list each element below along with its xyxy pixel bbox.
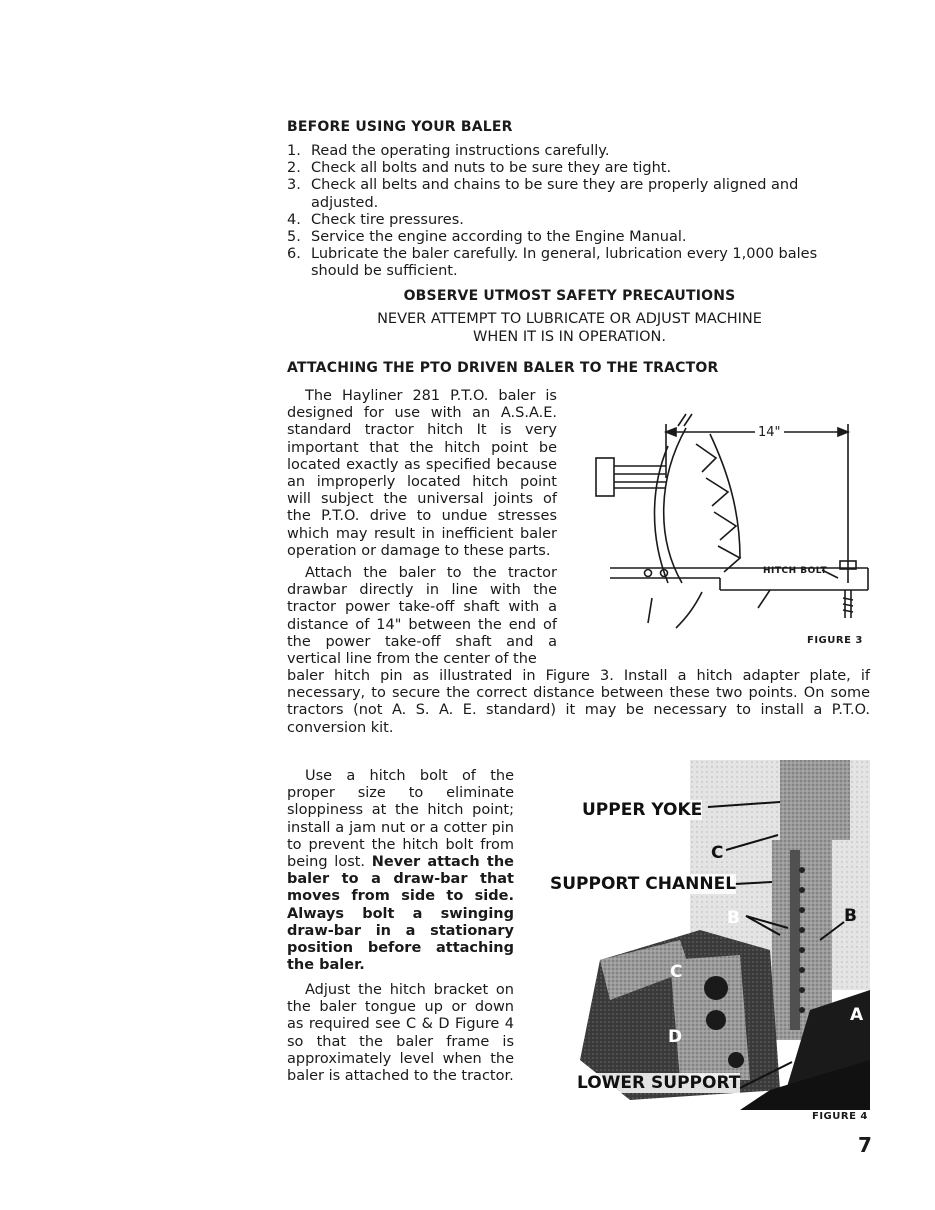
section-heading-attaching: ATTACHING THE PTO DRIVEN BALER TO THE TRACTOR xyxy=(287,360,719,376)
figure-4-label-support-channel: SUPPORT CHANNEL xyxy=(550,874,737,894)
figure-4-label-lower-support: LOWER SUPPORT xyxy=(577,1073,741,1093)
figure-4-label-c-top: C xyxy=(711,843,724,863)
figure-4-label-b-right: B xyxy=(844,906,857,926)
paragraph-hitch-bolt: Use a hitch bolt of the proper size to eliminate sloppiness at the hitch point; install a jam nut or a cotter pin to prevent the hitch bolt from being lost. Never attach the baler to a draw-bar that moves from side to side. Always bolt a swinging draw-bar in a stationary position before attaching the baler. xyxy=(287,768,515,974)
list-item: 4. Check tire pressures. xyxy=(287,211,464,228)
figure-4-caption: FIGURE 4 xyxy=(812,1111,868,1122)
safety-heading: OBSERVE UTMOST SAFETY PRECAUTIONS xyxy=(403,288,736,304)
list-item: 1. Read the operating instructions carefully. xyxy=(287,143,610,159)
paragraph-attach-baler-cont: baler hitch pin as illustrated in Figure 3. Install a hitch adapter plate, if necessary, to secure the correct distance between these two points. On some tractors (not A. S. A. E. standard) it may be necessary to install a P.T.O. conversion kit. xyxy=(287,668,870,736)
figure-4-label-c-mid: C xyxy=(670,962,683,982)
safety-line-1: NEVER ATTEMPT TO LUBRICATE OR ADJUST MACHINE xyxy=(377,311,762,327)
figure-3-dimension: 14" xyxy=(755,424,784,441)
figure-3-caption: FIGURE 3 xyxy=(807,635,863,646)
figure-4-label-d: D xyxy=(668,1027,683,1047)
paragraph-hitch-design: The Hayliner 281 P.T.O. baler is designed for use with an A.S.A.E. standard tractor hitch It is very important that the hitch point be located exactly as specified because an improperly located hitch point will subject the universal joints of the P.T.O. drive to undue stresses which may result in inefficient baler operation or damage to these parts. xyxy=(287,388,557,559)
list-item: 6. Lubricate the baler carefully. In general, lubrication every 1,000 bales should be sufficient. xyxy=(287,246,818,280)
figure-4-label-a: A xyxy=(850,1005,864,1025)
safety-line-2: WHEN IT IS IN OPERATION. xyxy=(472,329,667,345)
figure-4-label-upper-yoke: UPPER YOKE xyxy=(582,800,703,820)
paragraph-adjust-bracket: Adjust the hitch bracket on the baler tongue up or down as required see C & D Figure 4 so that the baler frame is approximately level when the baler is attached to the tractor. xyxy=(287,982,514,1085)
section-heading-before-using: BEFORE USING YOUR BALER xyxy=(287,119,513,135)
list-item: 5. Service the engine according to the Engine Manual. xyxy=(287,229,687,246)
page-number: 7 xyxy=(858,1133,872,1157)
figure-4-label-b-left: B xyxy=(727,908,740,928)
list-item: 2. Check all bolts and nuts to be sure they are tight. xyxy=(287,160,672,177)
paragraph-attach-baler: Attach the baler to the tractor drawbar directly in line with the tractor power take-off shaft with a distance of 14" between the end of the power take-off shaft and a vertical line from the center of the xyxy=(287,565,557,668)
figure-3-hitch-bolt-label: HITCH BOLT xyxy=(763,566,828,576)
checklist xyxy=(287,143,852,281)
figure-3-diagram xyxy=(590,408,875,643)
list-item: 3. Check all belts and chains to be sure they are properly aligned and adjusted. xyxy=(287,177,799,211)
